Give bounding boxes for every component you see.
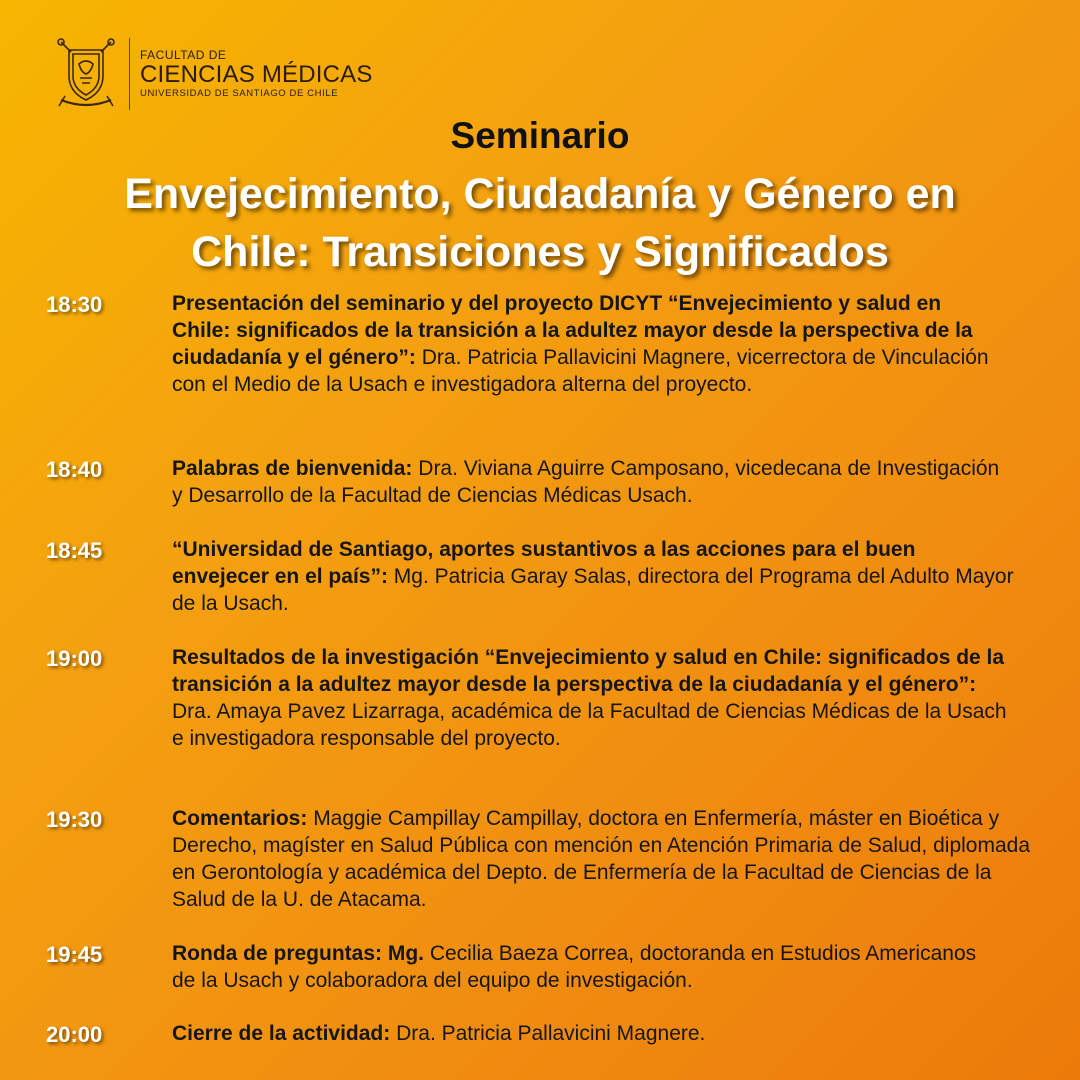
title-line-2: Chile: Transiciones y Significados [191,228,889,276]
agenda-description [172,940,992,994]
agenda-lead: Comentarios: [172,807,308,830]
agenda-time: 20:00 [46,1022,103,1047]
agenda-description [172,644,1012,752]
agenda-detail: Dra. Patricia Pallavicini Magnere. [390,1022,706,1045]
agenda-detail: Maggie Campillay Campillay, doctora en Enfermería, máster en Bioética y Derecho, magíster en Salud Pública con mención en Atención Primaria de Salud, diplomada en Gerontología y académica del Depto. de Enfermería de la Facultad de Ciencias de la Salud de la U. de Atacama. [172,807,1030,911]
agenda-description [172,290,992,398]
agenda-description [172,805,1042,913]
agenda-description [172,536,1017,617]
event-title [40,165,1040,281]
agenda-time: 18:40 [46,457,103,482]
agenda-lead: Ronda de preguntas: Mg. [172,942,424,965]
agenda-detail: Dra. Amaya Pavez Lizarraga, académica de la Facultad de Ciencias Médicas de la Usach e investigadora responsable del proyecto. [172,700,1007,750]
event-kicker: Seminario [450,115,630,156]
agenda-detail: Mg. Patricia Garay Salas, directora del Programa del Adulto Mayor de la Usach. [172,565,1014,615]
agenda-lead: Palabras de bienvenida: [172,457,413,480]
agenda-detail: Dra. Viviana Aguirre Camposano, vicedecana de Investigación y Desarrollo de la Facultad de Ciencias Médicas Usach. [172,457,1000,507]
agenda-description [172,1020,992,1047]
logo-line-faculty-of: FACULTAD DE [140,48,227,62]
agenda-lead: Resultados de la investigación “Envejecimiento y salud en Chile: significados de la transición a la adultez mayor desde la perspectiva de la ciudadanía y el género”: [172,646,1005,696]
agenda-time: 18:30 [46,292,103,317]
logo-divider [129,38,130,110]
agenda-time: 19:30 [46,807,103,832]
title-line-1: Envejecimiento, Ciudadanía y Género en [124,170,956,218]
agenda-lead: Presentación del seminario y del proyecto DICYT “Envejecimiento y salud en Chile: significados de la transición a la adultez mayor desde la perspectiva de la ciudadanía y el género”: [172,292,973,369]
agenda-time: 19:45 [46,942,103,967]
agenda-time: 18:45 [46,538,103,563]
agenda-description [172,455,1002,509]
agenda-lead: Cierre de la actividad: [172,1022,391,1045]
logo-line-university: UNIVERSIDAD DE SANTIAGO DE CHILE [140,88,339,99]
university-crest-icon [55,36,117,112]
agenda-detail: Cecilia Baeza Correa, doctoranda en Estudios Americanos de la Usach y colaboradora del equipo de investigación. [172,942,977,992]
agenda-time: 19:00 [46,646,103,671]
faculty-logo [55,34,373,114]
logo-wordmark [140,48,373,100]
logo-line-medical-sciences: CIENCIAS MÉDICAS [140,61,373,88]
agenda-detail: Dra. Patricia Pallavicini Magnere, vicerrectora de Vinculación con el Medio de la Usach e investigadora alterna del proyecto. [172,346,989,396]
agenda-lead: “Universidad de Santiago, aportes sustantivos a las acciones para el buen envejecer en el país”: [172,538,916,588]
